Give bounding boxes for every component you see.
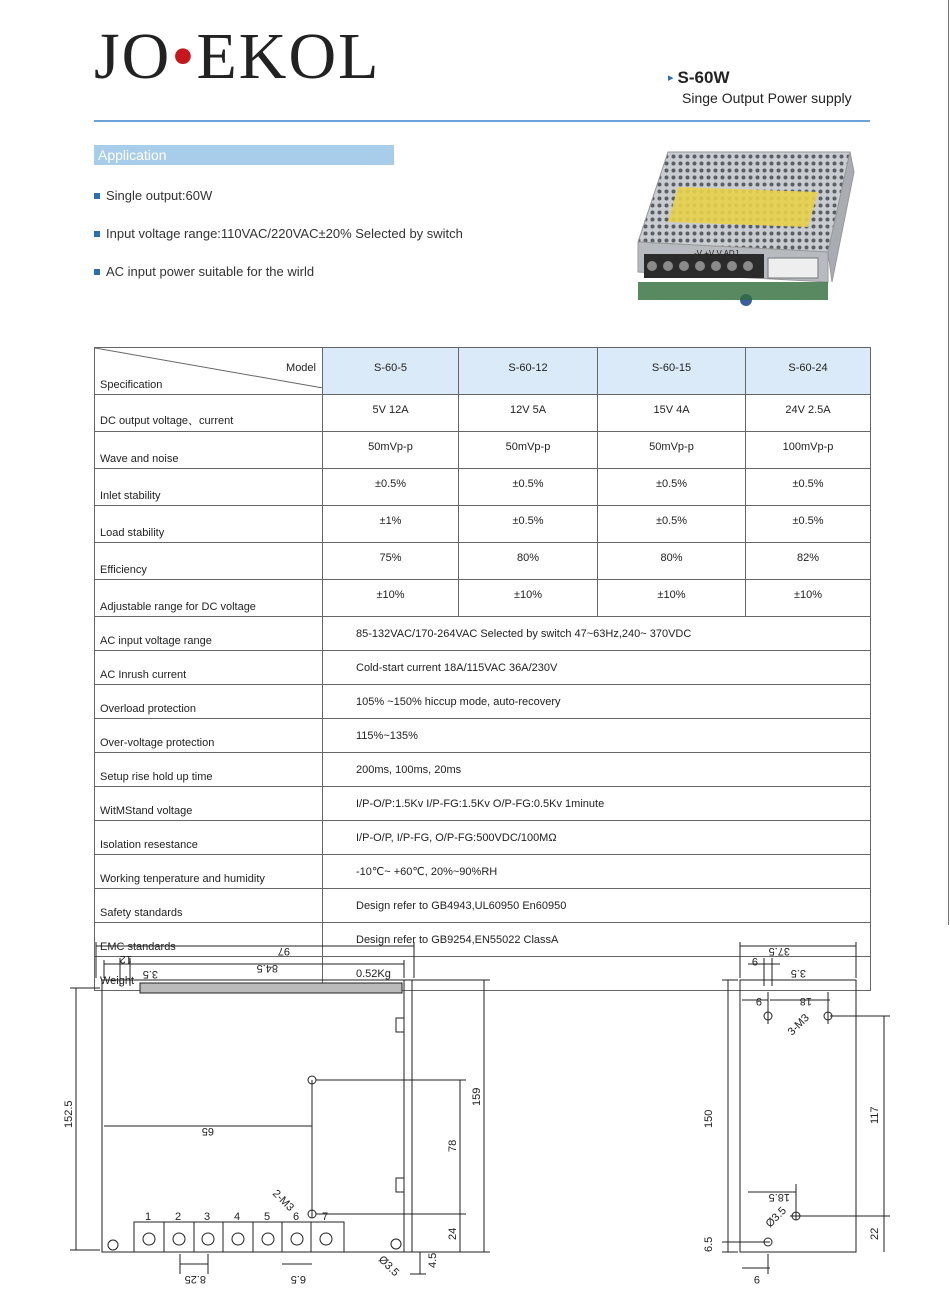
dim-159: 159 — [471, 1087, 483, 1106]
page-edge — [948, 0, 949, 925]
dim-65: 65 — [201, 1125, 214, 1137]
dim-22: 22 — [869, 1227, 881, 1240]
dim-78: 78 — [447, 1139, 459, 1152]
corner-spec-label: Specification — [100, 379, 163, 391]
marker-triangle-icon: ▸ — [668, 72, 674, 84]
row-label: AC Inrush current — [95, 651, 323, 685]
dim-3-m3: 3-M3 — [785, 1011, 812, 1039]
table-cell: 85-132VAC/170-264VAC Selected by switch 47~63Hz,240~ 370VDC — [323, 617, 871, 651]
application-heading: Application — [94, 145, 394, 165]
table-cell: 82% — [746, 543, 871, 580]
terminal-label: -V +V V ADJ — [694, 249, 739, 258]
table-cell: I/P-O/P:1.5Kv I/P-FG:1.5Kv O/P-FG:0.5Kv 1minute — [323, 787, 871, 821]
table-cell: 80% — [459, 543, 598, 580]
list-item: Single output:60W — [94, 188, 212, 203]
front-view-drawing — [70, 942, 490, 1274]
terminal-number: 6 — [293, 1211, 300, 1223]
terminal-number: 3 — [204, 1211, 211, 1223]
dim-18: 18 — [799, 995, 812, 1007]
model-header-cell: S-60-5 — [323, 348, 459, 395]
dim-3-5: 3.5 — [790, 967, 806, 979]
dim-3-5: 3.5 — [142, 968, 158, 980]
model-header-cell: S-60-24 — [746, 348, 871, 395]
dim-24: 24 — [447, 1227, 459, 1240]
table-row — [95, 543, 871, 580]
table-cell: 24V 2.5A — [746, 395, 871, 432]
terminal-number: 5 — [264, 1211, 271, 1223]
table-cell: Cold-start current 18A/115VAC 36A/230V — [323, 651, 871, 685]
dim-150: 150 — [703, 1109, 715, 1128]
terminal-number: 4 — [234, 1211, 241, 1223]
table-row — [95, 787, 871, 821]
dim-9: 9 — [753, 1273, 760, 1285]
row-label: EMC standards — [95, 923, 323, 957]
row-label: DC output voltage、current — [95, 395, 323, 432]
row-label: AC input voltage range — [95, 617, 323, 651]
row-label: Working tenperature and humidity — [95, 855, 323, 889]
table-cell: ±10% — [459, 580, 598, 617]
table-cell: 105% ~150% hiccup mode, auto-recovery — [323, 685, 871, 719]
dim-hole-3-5: Ø3.5 — [763, 1204, 789, 1231]
dim-2-m3: 2-M3 — [269, 1187, 297, 1214]
table-row — [95, 855, 871, 889]
row-label: Setup rise hold up time — [95, 753, 323, 787]
table-row — [95, 719, 871, 753]
table-cell: -10℃~ +60℃, 20%~90%RH — [323, 855, 871, 889]
table-row — [95, 685, 871, 719]
terminal-number: 2 — [175, 1211, 182, 1223]
table-cell: 75% — [323, 543, 459, 580]
table-cell: ±0.5% — [746, 469, 871, 506]
table-cell: 50mVp-p — [459, 432, 598, 469]
dim-18-5: 18.5 — [768, 1191, 790, 1203]
table-cell: 5V 12A — [323, 395, 459, 432]
row-label: Safety standards — [95, 889, 323, 923]
table-cell: ±10% — [746, 580, 871, 617]
dim-8-25: 8.25 — [184, 1273, 206, 1285]
dim-97: 97 — [277, 945, 290, 957]
model-header-cell: S-60-15 — [598, 348, 746, 395]
table-cell: ±0.5% — [459, 506, 598, 543]
header-divider — [94, 120, 870, 122]
table-row — [95, 617, 871, 651]
table-cell: 200ms, 100ms, 20ms — [323, 753, 871, 787]
corner-model-label: Model — [286, 362, 316, 374]
dim-6-5: 6.5 — [703, 1236, 715, 1252]
table-corner — [95, 348, 323, 395]
table-cell: Design refer to GB9254,EN55022 ClassA — [323, 923, 871, 957]
logo-dot: • — [171, 20, 197, 93]
table-cell: ±10% — [323, 580, 459, 617]
table-cell: ±10% — [598, 580, 746, 617]
table-cell: ±0.5% — [459, 469, 598, 506]
table-cell: 50mVp-p — [598, 432, 746, 469]
row-label: Efficiency — [95, 543, 323, 580]
table-row — [95, 506, 871, 543]
table-row — [95, 432, 871, 469]
row-label: Overload protection — [95, 685, 323, 719]
table-cell: 115%~135% — [323, 719, 871, 753]
list-item: Input voltage range:110VAC/220VAC±20% Selected by switch — [94, 226, 463, 241]
row-label: Wave and noise — [95, 432, 323, 469]
table-row — [95, 469, 871, 506]
product-photo — [628, 132, 860, 332]
table-cell: ±0.5% — [746, 506, 871, 543]
table-row — [95, 651, 871, 685]
table-cell: ±0.5% — [598, 506, 746, 543]
terminal-number: 7 — [322, 1211, 329, 1223]
table-cell: ±0.5% — [598, 469, 746, 506]
table-cell: 50mVp-p — [323, 432, 459, 469]
model-header — [668, 68, 852, 106]
table-cell: Design refer to GB4943,UL60950 En60950 — [323, 889, 871, 923]
table-cell: 15V 4A — [598, 395, 746, 432]
terminal-number: 1 — [145, 1211, 152, 1223]
bullet-square-icon — [94, 269, 100, 275]
dim-84-5: 84.5 — [256, 962, 278, 974]
dim-9: 9 — [751, 955, 758, 967]
table-cell: 0.52Kg — [323, 957, 871, 991]
dim-hole-3-5: Ø3.5 — [375, 1253, 402, 1279]
dim-12: 12 — [119, 953, 132, 965]
dim-152-5: 152.5 — [63, 1100, 75, 1128]
bullet-square-icon — [94, 231, 100, 237]
list-item: AC input power suitable for the wirld — [94, 264, 314, 279]
row-label: Adjustable range for DC voltage — [95, 580, 323, 617]
spec-table — [94, 347, 871, 991]
row-label: Weight — [95, 957, 323, 991]
model-title: S-60W — [677, 68, 730, 87]
row-label: Load stability — [95, 506, 323, 543]
row-label: Over-voltage protection — [95, 719, 323, 753]
table-cell: ±1% — [323, 506, 459, 543]
dim-9: 9 — [755, 995, 762, 1007]
brand-logo: JO•EKOL — [94, 20, 381, 93]
table-cell: ±0.5% — [323, 469, 459, 506]
dim-117: 117 — [869, 1106, 881, 1124]
model-header-cell: S-60-12 — [459, 348, 598, 395]
table-row — [95, 753, 871, 787]
bullet-square-icon — [94, 193, 100, 199]
table-row — [95, 395, 871, 432]
terminal-numbers — [145, 1211, 328, 1223]
table-row — [95, 889, 871, 923]
mechanical-drawings — [0, 928, 950, 1298]
side-view-drawing — [722, 942, 890, 1274]
row-label: Isolation resestance — [95, 821, 323, 855]
table-cell: 100mVp-p — [746, 432, 871, 469]
dim-6-5: 6.5 — [290, 1273, 306, 1285]
model-subtitle: Singe Output Power supply — [682, 90, 852, 106]
table-cell: 80% — [598, 543, 746, 580]
table-row — [95, 821, 871, 855]
table-cell: 12V 5A — [459, 395, 598, 432]
row-label: WitMStand voltage — [95, 787, 323, 821]
row-label: Inlet stability — [95, 469, 323, 506]
dim-4-5: 4.5 — [427, 1252, 439, 1268]
table-cell: I/P-O/P, I/P-FG, O/P-FG:500VDC/100MΩ — [323, 821, 871, 855]
table-row — [95, 580, 871, 617]
dim-37-5: 37.5 — [768, 945, 790, 957]
table-header-row — [95, 348, 871, 395]
